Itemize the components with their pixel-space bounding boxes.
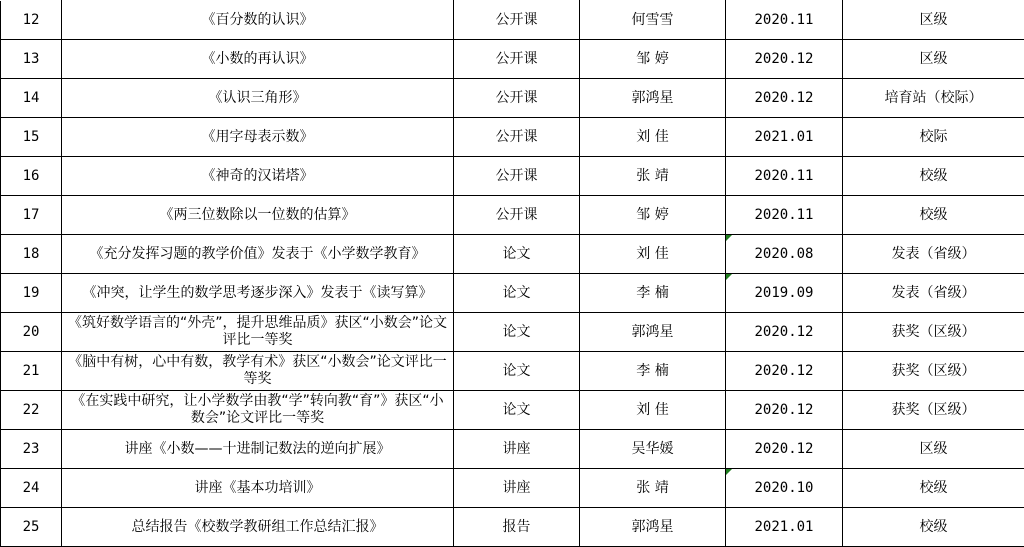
cell-type[interactable] (454, 157, 580, 196)
cell-number[interactable] (1, 79, 62, 118)
cell-date[interactable] (726, 40, 843, 79)
cell-person[interactable] (580, 352, 726, 391)
cell-person-text: 张 靖 (636, 480, 669, 496)
cell-comment-indicator-icon[interactable] (726, 274, 732, 280)
cell-date[interactable] (726, 196, 843, 235)
cell-date-text: 2020.12 (754, 51, 814, 67)
cell-title[interactable] (62, 157, 454, 196)
cell-person-text: 邹 婷 (636, 51, 669, 67)
cell-date[interactable] (726, 352, 843, 391)
cell-number-text: 12 (22, 12, 40, 28)
cell-type-text: 论文 (502, 324, 531, 340)
cell-person[interactable] (580, 118, 726, 157)
cell-date[interactable] (726, 469, 843, 508)
cell-date[interactable] (726, 508, 843, 547)
table-row (1, 157, 1024, 196)
cell-date[interactable] (726, 157, 843, 196)
cell-level[interactable] (843, 469, 1024, 508)
cell-person[interactable] (580, 79, 726, 118)
cell-level-text: 校际 (919, 129, 948, 145)
cell-level[interactable] (843, 79, 1024, 118)
cell-date-text: 2020.12 (754, 402, 814, 418)
cell-type[interactable] (454, 196, 580, 235)
cell-title[interactable] (62, 235, 454, 274)
cell-type-text: 讲座 (502, 441, 531, 457)
cell-title-text: 《在实践中研究，让小学数学由教“学”转向教“育”》获区“小数会”论文评比一等奖 (71, 393, 444, 426)
table-row (1, 352, 1024, 391)
cell-number[interactable] (1, 469, 62, 508)
cell-title[interactable] (62, 313, 454, 352)
cell-type[interactable] (454, 40, 580, 79)
cell-person-text: 郭鸿星 (631, 90, 674, 106)
cell-number[interactable] (1, 274, 62, 313)
cell-person[interactable] (580, 313, 726, 352)
cell-type-text: 公开课 (495, 90, 538, 106)
cell-type-text: 报告 (502, 519, 531, 535)
cell-person-text: 邹 婷 (636, 207, 669, 223)
cell-level[interactable] (843, 313, 1024, 352)
cell-title[interactable] (62, 274, 454, 313)
cell-type-text: 论文 (502, 363, 531, 379)
cell-person-text: 刘 佳 (636, 402, 669, 418)
cell-level[interactable] (843, 157, 1024, 196)
table-row (1, 40, 1024, 79)
cell-level[interactable] (843, 430, 1024, 469)
cell-person-text: 李 楠 (636, 363, 669, 379)
table-row (1, 469, 1024, 508)
cell-date-text: 2020.11 (754, 207, 814, 223)
cell-date-text: 2021.01 (754, 519, 814, 535)
cell-level[interactable] (843, 40, 1024, 79)
cell-level-text: 校级 (919, 207, 948, 223)
cell-number-text: 16 (22, 168, 40, 184)
cell-level[interactable] (843, 235, 1024, 274)
cell-number-text: 14 (22, 90, 40, 106)
cell-number[interactable] (1, 40, 62, 79)
cell-title[interactable] (62, 469, 454, 508)
cell-type-text: 公开课 (495, 12, 538, 28)
cell-date[interactable] (726, 1, 843, 40)
cell-title-text: 《冲突，让学生的数学思考逐步深入》发表于《读写算》 (82, 285, 433, 301)
cell-person-text: 吴华媛 (631, 441, 674, 457)
cell-level-text: 校级 (919, 168, 948, 184)
cell-title-text: 《认识三角形》 (208, 90, 307, 106)
table-row (1, 235, 1024, 274)
cell-title-text: 讲座《小数——十进制记数法的逆向扩展》 (124, 441, 391, 457)
cell-type-text: 论文 (502, 246, 531, 262)
cell-person[interactable] (580, 430, 726, 469)
cell-title[interactable] (62, 391, 454, 430)
cell-number[interactable] (1, 391, 62, 430)
cell-title[interactable] (62, 118, 454, 157)
cell-type-text: 公开课 (495, 51, 538, 67)
cell-number-text: 23 (22, 441, 40, 457)
cell-type[interactable] (454, 508, 580, 547)
cell-level-text: 区级 (919, 51, 948, 67)
cell-number-text: 13 (22, 51, 40, 67)
cell-person-text: 刘 佳 (636, 129, 669, 145)
cell-type-text: 公开课 (495, 129, 538, 145)
cell-level-text: 校级 (919, 519, 948, 535)
cell-title[interactable] (62, 196, 454, 235)
cell-type[interactable] (454, 235, 580, 274)
cell-type[interactable] (454, 274, 580, 313)
cell-level-text: 发表（省级） (891, 246, 976, 262)
cell-type-text: 公开课 (495, 207, 538, 223)
cell-title[interactable] (62, 1, 454, 40)
cell-level-text: 获奖（区级） (891, 363, 976, 379)
cell-person-text: 郭鸿星 (631, 519, 674, 535)
cell-person-text: 郭鸿星 (631, 324, 674, 340)
cell-number[interactable] (1, 352, 62, 391)
cell-type[interactable] (454, 391, 580, 430)
cell-title-text: 《两三位数除以一位数的估算》 (159, 207, 356, 223)
cell-level[interactable] (843, 1, 1024, 40)
cell-type-text: 论文 (502, 402, 531, 418)
cell-date-text: 2020.12 (754, 441, 814, 457)
cell-level[interactable] (843, 196, 1024, 235)
cell-person[interactable] (580, 508, 726, 547)
cell-type-text: 公开课 (495, 168, 538, 184)
cell-title[interactable] (62, 79, 454, 118)
table-row (1, 79, 1024, 118)
cell-level-text: 区级 (919, 441, 948, 457)
cell-person[interactable] (580, 40, 726, 79)
table-row (1, 1, 1024, 40)
cell-number-text: 22 (22, 402, 40, 418)
cell-number[interactable] (1, 157, 62, 196)
cell-number[interactable] (1, 313, 62, 352)
cell-person[interactable] (580, 274, 726, 313)
cell-number-text: 25 (22, 519, 40, 535)
cell-type[interactable] (454, 430, 580, 469)
cell-type[interactable] (454, 352, 580, 391)
cell-date-text: 2019.09 (754, 285, 814, 301)
cell-title-text: 《筑好数学语言的“外壳”，提升思维品质》获区“小数会”论文评比一等奖 (67, 315, 447, 348)
cell-title-text: 《充分发挥习题的教学价值》发表于《小学数学教育》 (89, 246, 426, 262)
cell-level[interactable] (843, 508, 1024, 547)
cell-person[interactable] (580, 1, 726, 40)
table-row (1, 508, 1024, 547)
cell-title-text: 《神奇的汉诺塔》 (201, 168, 314, 184)
cell-person[interactable] (580, 196, 726, 235)
cell-date[interactable] (726, 274, 843, 313)
cell-title-text: 《脑中有树，心中有数，教学有术》获区“小数会”论文评比一等奖 (68, 354, 447, 387)
cell-title[interactable] (62, 40, 454, 79)
cell-level-text: 获奖（区级） (891, 402, 976, 418)
cell-level[interactable] (843, 274, 1024, 313)
table-row (1, 430, 1024, 469)
cell-level[interactable] (843, 391, 1024, 430)
cell-level-text: 获奖（区级） (891, 324, 976, 340)
cell-title-text: 总结报告《校数学教研组工作总结汇报》 (131, 519, 384, 535)
cell-title-text: 《百分数的认识》 (201, 12, 314, 28)
cell-date-text: 2020.12 (754, 363, 814, 379)
cell-title-text: 《用字母表示数》 (201, 129, 314, 145)
cell-date-text: 2020.10 (754, 480, 814, 496)
cell-date-text: 2020.11 (754, 12, 814, 28)
cell-number[interactable] (1, 430, 62, 469)
cell-type[interactable] (454, 79, 580, 118)
cell-date[interactable] (726, 430, 843, 469)
cell-type[interactable] (454, 313, 580, 352)
cell-type[interactable] (454, 469, 580, 508)
cell-title[interactable] (62, 352, 454, 391)
table-row (1, 118, 1024, 157)
cell-person-text: 何雪雪 (631, 12, 674, 28)
cell-title[interactable] (62, 430, 454, 469)
cell-person[interactable] (580, 157, 726, 196)
cell-level-text: 发表（省级） (891, 285, 976, 301)
cell-date-text: 2020.08 (754, 246, 814, 262)
cell-comment-indicator-icon[interactable] (726, 235, 732, 241)
cell-number-text: 15 (22, 129, 40, 145)
cell-level-text: 培育站（校际） (884, 90, 983, 106)
cell-person-text: 张 靖 (636, 168, 669, 184)
cell-date[interactable] (726, 391, 843, 430)
cell-type-text: 讲座 (502, 480, 531, 496)
table-row (1, 391, 1024, 430)
table-row (1, 274, 1024, 313)
cell-number[interactable] (1, 196, 62, 235)
cell-number-text: 20 (22, 324, 40, 340)
cell-level[interactable] (843, 352, 1024, 391)
cell-level-text: 区级 (919, 12, 948, 28)
cell-date-text: 2020.11 (754, 168, 814, 184)
cell-person[interactable] (580, 235, 726, 274)
cell-type[interactable] (454, 118, 580, 157)
cell-person[interactable] (580, 469, 726, 508)
cell-person-text: 李 楠 (636, 285, 669, 301)
cell-number-text: 21 (22, 363, 40, 379)
table-row (1, 196, 1024, 235)
cell-number[interactable] (1, 508, 62, 547)
cell-date[interactable] (726, 235, 843, 274)
cell-number[interactable] (1, 235, 62, 274)
cell-title-text: 《小数的再认识》 (201, 51, 314, 67)
cell-number-text: 18 (22, 246, 40, 262)
cell-type-text: 论文 (502, 285, 531, 301)
cell-date-text: 2020.12 (754, 90, 814, 106)
cell-number-text: 17 (22, 207, 40, 223)
table-body (1, 1, 1024, 547)
cell-type[interactable] (454, 1, 580, 40)
cell-level-text: 校级 (919, 480, 948, 496)
cell-date[interactable] (726, 313, 843, 352)
cell-date-text: 2020.12 (754, 324, 814, 340)
cell-number[interactable] (1, 1, 62, 40)
cell-date[interactable] (726, 79, 843, 118)
cell-person[interactable] (580, 391, 726, 430)
cell-title-text: 讲座《基本功培训》 (194, 480, 321, 496)
cell-title[interactable] (62, 508, 454, 547)
cell-date-text: 2021.01 (754, 129, 814, 145)
cell-number-text: 24 (22, 480, 40, 496)
cell-date[interactable] (726, 118, 843, 157)
cell-person-text: 刘 佳 (636, 246, 669, 262)
cell-number-text: 19 (22, 285, 40, 301)
cell-level[interactable] (843, 118, 1024, 157)
cell-comment-indicator-icon[interactable] (726, 469, 732, 475)
cell-number[interactable] (1, 118, 62, 157)
table-row (1, 313, 1024, 352)
